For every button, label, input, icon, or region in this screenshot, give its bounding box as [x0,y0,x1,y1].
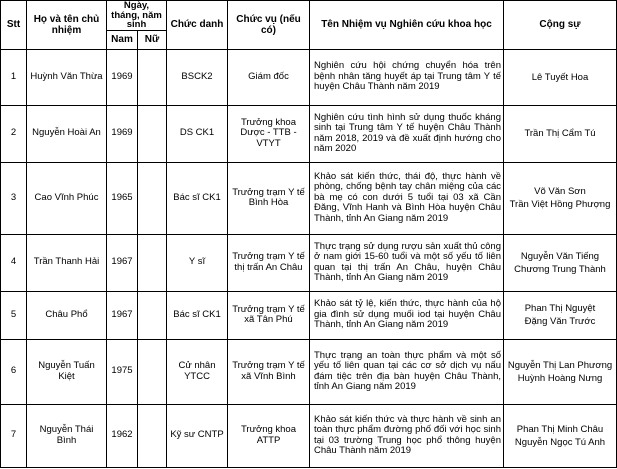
collab-cell [504,291,617,339]
title-cell: BSCK2 [167,49,228,105]
topic-cell: Khảo sát kiến thức và thực hành về sinh an toàn thực phẩm đường phố đối với học sinh tại 03 trường Trung học phổ thông huyện Châu Thành năm 2019 [310,404,504,467]
position-cell: Trưởng khoa ATTP [228,404,310,467]
collaborator-name: Nguyễn Văn Tiếng [520,250,600,262]
birth-year-female-cell [138,404,167,467]
birth-year-male-cell: 1967 [107,291,138,339]
birth-year-female-cell [138,105,167,162]
topic-cell: Nghiên cứu hội chứng chuyển hóa trên bệnh nhân tăng huyết áp tại Trung tâm Y tế huyện Châu Thành năm 2019 [310,49,504,105]
position-cell: Trưởng trạm Y tế xã Vĩnh Bình [228,339,310,404]
stt-cell: 7 [1,404,27,467]
collaborator-name: Nguyễn Ngọc Tú Anh [514,436,606,448]
position-cell: Trưởng trạm Y tế thị trấn An Châu [228,234,310,291]
title-cell: Bác sĩ CK1 [167,291,228,339]
topic-cell: Thực trạng an toàn thực phẩm và một số yếu tố liên quan tại các cơ sở dịch vụ nấu đám tiệc trên địa bàn huyện Châu Thành, tỉnh An Giang năm 2019 [310,339,504,404]
name-cell: Trần Thanh Hải [27,234,107,291]
header-birth: Ngày, tháng, năm sinh [107,1,167,31]
header-female: Nữ [138,30,167,49]
header-position: Chức vụ (nếu có) [228,1,310,50]
header-topic: Tên Nhiệm vụ Nghiên cứu khoa học [310,1,504,50]
collaborator-name: Lê Tuyết Hoa [531,71,589,83]
title-cell: Kỹ sư CNTP [167,404,228,467]
table-row [1,404,617,467]
position-cell: Trưởng trạm Y tế Bình Hòa [228,162,310,234]
table-row [1,162,617,234]
topic-cell: Khảo sát kiến thức, thái độ, thực hành về phòng, chống bệnh tay chân miệng của các bà mẹ có con dưới 5 tuổi tại 03 xã Cần Đăng, Vĩnh Hanh và Bình Hòa huyện Châu Thành, tỉnh An Giang năm 2019 [310,162,504,234]
name-cell: Châu Phổ [27,291,107,339]
table-row [1,234,617,291]
collaborator-name: Phan Thị Minh Châu [516,423,604,435]
table-row [1,339,617,404]
table-row [1,291,617,339]
collaborator-name: Võ Văn Sơn [534,186,586,197]
birth-year-male-cell: 1965 [107,162,138,234]
collab-cell [504,339,617,404]
collaborator-name: Nguyễn Thị Lan Phương [507,359,613,371]
collaborator-name: Chương Trung Thành [514,263,606,275]
stt-cell: 6 [1,339,27,404]
birth-year-male-cell: 1969 [107,105,138,162]
collaborator-name: Trần Việt Hồng Phượng [509,199,611,210]
birth-year-female-cell [138,49,167,105]
collaborator-name: Đặng Văn Trước [524,316,596,327]
position-cell: Giám đốc [228,49,310,105]
collab-cell [504,162,617,234]
header-collab: Cộng sự [504,1,617,50]
name-cell: Nguyễn Thái Bình [27,404,107,467]
table-row [1,105,617,162]
title-cell: Cử nhân YTCC [167,339,228,404]
stt-cell: 3 [1,162,27,234]
birth-year-male-cell: 1967 [107,234,138,291]
stt-cell: 1 [1,49,27,105]
title-cell: Y sĩ [167,234,228,291]
collab-cell [504,404,617,467]
stt-cell: 4 [1,234,27,291]
topic-cell: Thực trạng sử dụng rượu sản xuất thủ công ở nam giới 15-60 tuổi và một số yếu tố liên quan tại thị trấn An Châu, huyện Châu Thành, tỉnh An Giang năm 2019 [310,234,504,291]
collaborator-name: Phan Thị Nguyệt [524,303,596,314]
position-cell: Trưởng khoa Dược - TTB - VTYT [228,105,310,162]
birth-year-male-cell: 1975 [107,339,138,404]
table-row [1,49,617,105]
name-cell: Huỳnh Văn Thừa [27,49,107,105]
header-title: Chức danh [167,1,228,50]
title-cell: Bác sĩ CK1 [167,162,228,234]
stt-cell: 5 [1,291,27,339]
birth-year-female-cell [138,234,167,291]
header-name: Họ và tên chủ nhiệm [27,1,107,50]
collaborator-name: Huỳnh Hoàng Nưng [517,372,603,384]
birth-year-female-cell [138,162,167,234]
position-cell: Trưởng trạm Y tế xã Tân Phú [228,291,310,339]
name-cell: Nguyễn Tuấn Kiệt [27,339,107,404]
stt-cell: 2 [1,105,27,162]
name-cell: Nguyễn Hoài An [27,105,107,162]
birth-year-female-cell [138,339,167,404]
collab-cell [504,234,617,291]
birth-year-female-cell [138,291,167,339]
topic-cell: Khảo sát tỷ lệ, kiến thức, thực hành của hộ gia đình sử dụng muối iod tại huyện Châu Thành, tỉnh An Giang năm 2019 [310,291,504,339]
birth-year-male-cell: 1969 [107,49,138,105]
header-stt: Stt [1,1,27,50]
collab-cell [504,105,617,162]
title-cell: DS CK1 [167,105,228,162]
header-male: Nam [107,30,138,49]
topic-cell: Nghiên cứu tình hình sử dụng thuốc kháng sinh tại Trung tâm Y tế huyện Châu Thành năm 2018, 2019 và đề xuất định hướng cho năm 2020 [310,105,504,162]
name-cell: Cao Vĩnh Phúc [27,162,107,234]
collab-cell [504,49,617,105]
collaborator-name: Trần Thị Cẩm Tú [524,128,596,139]
birth-year-male-cell: 1962 [107,404,138,467]
